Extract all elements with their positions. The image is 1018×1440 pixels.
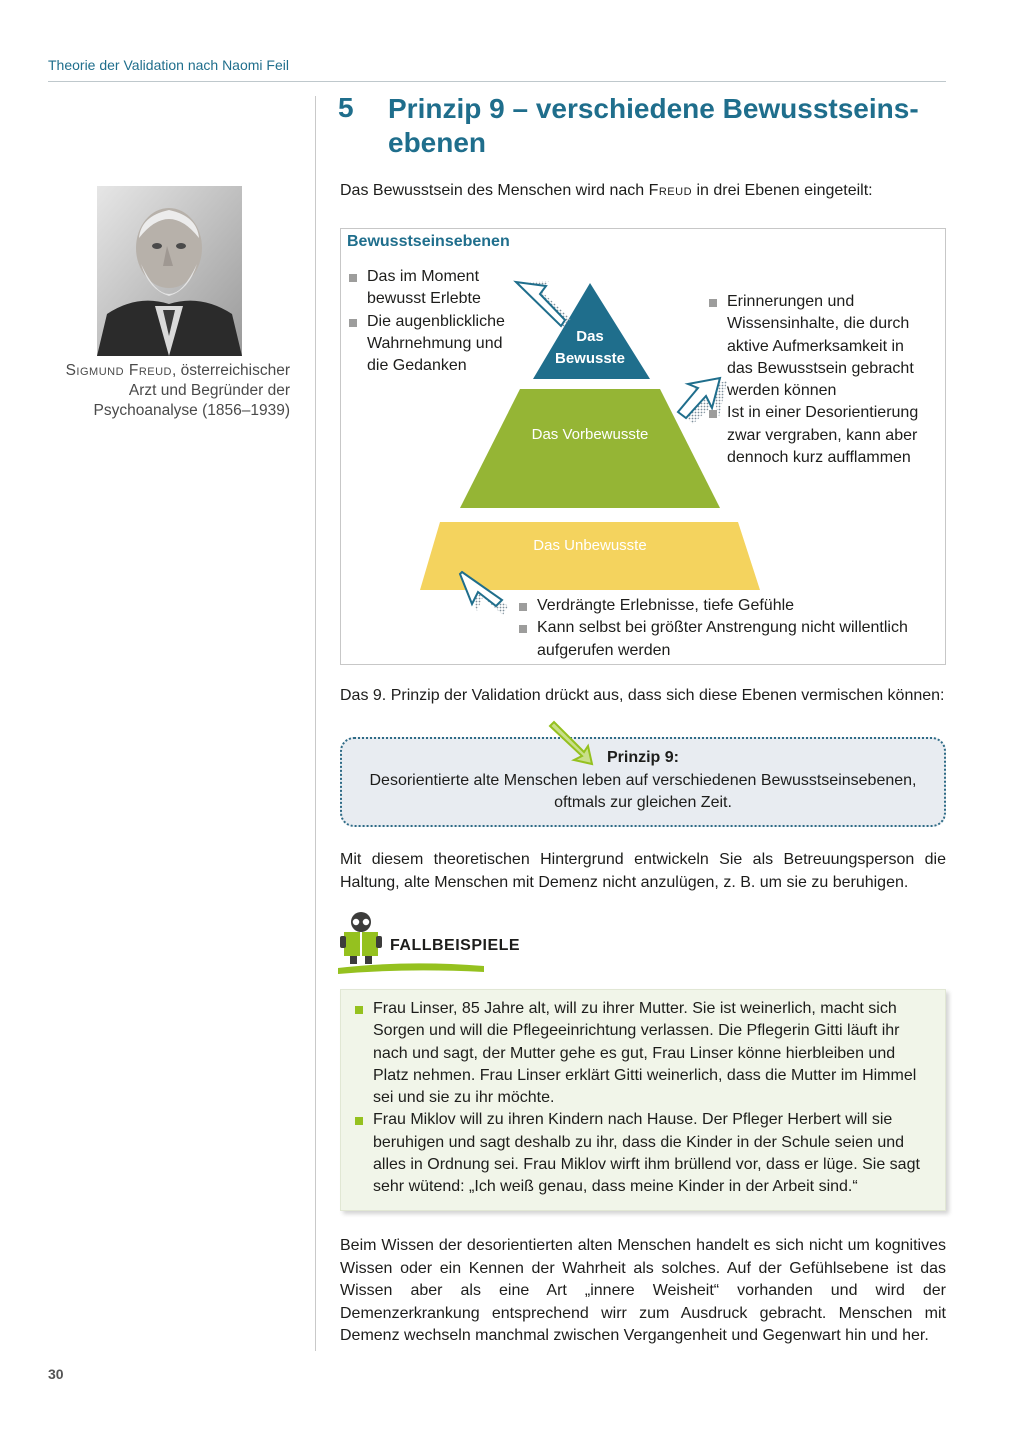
list-item: Das im Moment bewusst Erlebte <box>347 266 527 311</box>
freud-portrait <box>97 186 242 356</box>
list-item: Kann selbst bei größter Anstrengung nicht willentlich aufgerufen werden <box>517 617 917 662</box>
page-number: 30 <box>48 1366 64 1382</box>
principle-lead: Das 9. Prinzip der Validation drückt aus, dass sich diese Ebenen vermischen können: <box>340 687 945 704</box>
list-item: Erinnerungen und Wissensinhalte, die durch aktive Aufmerksamkeit in das Bewusstsein gebracht werden können <box>707 291 927 402</box>
chapter-title: Prinzip 9 – verschiedene Bewusstseins-ebenen <box>388 93 919 158</box>
portrait-caption <box>40 361 290 421</box>
unconscious-notes <box>517 595 917 662</box>
principle-text: Desorientierte alte Menschen leben auf verschiedenen Bewusstseinsebenen, oftmals zur gleichen Zeit. <box>369 772 917 811</box>
list-item: Frau Miklov will zu ihren Kindern nach Hause. Der Pfleger Herbert will sie beruhigen und sagt deshalb zu ihr, dass die Kinder in der Schule seien und alles in Ordnung sei. Frau Miklov wirft ihm brüllend vor, dass er lüge. Sie sagt sehr wütend: „Ich weiß genau, dass meine Kinder in der Arbeit sind.“ <box>355 1109 930 1198</box>
case-examples-title: FALLBEISPIELE <box>390 937 521 954</box>
intro-paragraph <box>340 180 946 203</box>
caption-name: Sigmund Freud <box>65 362 172 379</box>
intro-after: in drei Ebenen eingeteilt: <box>692 182 873 199</box>
header-rule <box>48 81 946 82</box>
column-divider <box>315 96 316 1351</box>
caption-text: , österreichischer Arzt und Begründer der Psychoanalyse (1856–1939) <box>93 362 290 419</box>
level-label-unconscious: Das Unbewusste <box>533 537 647 554</box>
list-item: Frau Linser, 85 Jahre alt, will zu ihrer Mutter. Sie ist weinerlich, macht sich Sorgen und will die Pflegeeinrichtung verlassen. Die Pflegerin Gitti läuft ihr nach und sagt, der Mutter gehe es gut, Frau Linser könne hierbleiben und Platz nehmen. Frau Linser erklärt Gitti weinerlich, dass die Mutter im Himmel sei und sie zu ihr möchte. <box>355 998 930 1109</box>
case-examples-list <box>355 998 930 1199</box>
list-item: Verdrängte Erlebnisse, tiefe Gefühle <box>517 595 917 617</box>
chapter-number: 5 <box>338 92 354 123</box>
principle-heading: Prinzip 9: <box>606 749 679 766</box>
diagram-title: Bewusstseinsebenen <box>347 233 510 250</box>
conscious-notes <box>347 266 527 377</box>
preconscious-notes <box>707 291 927 469</box>
list-item: Ist in einer Desorientierung zwar vergraben, kann aber dennoch kurz aufflammen <box>707 402 927 469</box>
intro-before: Das Bewusstsein des Menschen wird nach <box>340 182 649 199</box>
level-label-conscious: Das Bewusste <box>554 328 626 367</box>
paragraph-3: Beim Wissen der desorientierten alten Menschen handelt es sich nicht um kognitives Wissen oder ein Kennen der Wahrheit als solches. Auf der Gefühlsebene ist das Wissen aber als eine Art „innere Weisheit“ vorhanden und wird der Demenzerkrankung entsprechend wirr zum Ausdruck gebracht. Menschen mit Demenz wechseln manchmal zwischen Vergangenheit und Gegenwart hin und her. <box>340 1237 946 1344</box>
level-label-preconscious: Das Vorbewusste <box>531 426 649 443</box>
running-head: Theorie der Validation nach Naomi Feil <box>48 57 289 73</box>
list-item: Die augenblickliche Wahrnehmung und die Gedanken <box>347 311 527 378</box>
intro-name: Freud <box>648 182 693 199</box>
paragraph-2: Mit diesem theoretischen Hintergrund entwickeln Sie als Betreuungsperson die Haltung, alte Menschen mit Demenz nicht anzulügen, z. B. um sie zu beruhigen. <box>340 851 946 891</box>
